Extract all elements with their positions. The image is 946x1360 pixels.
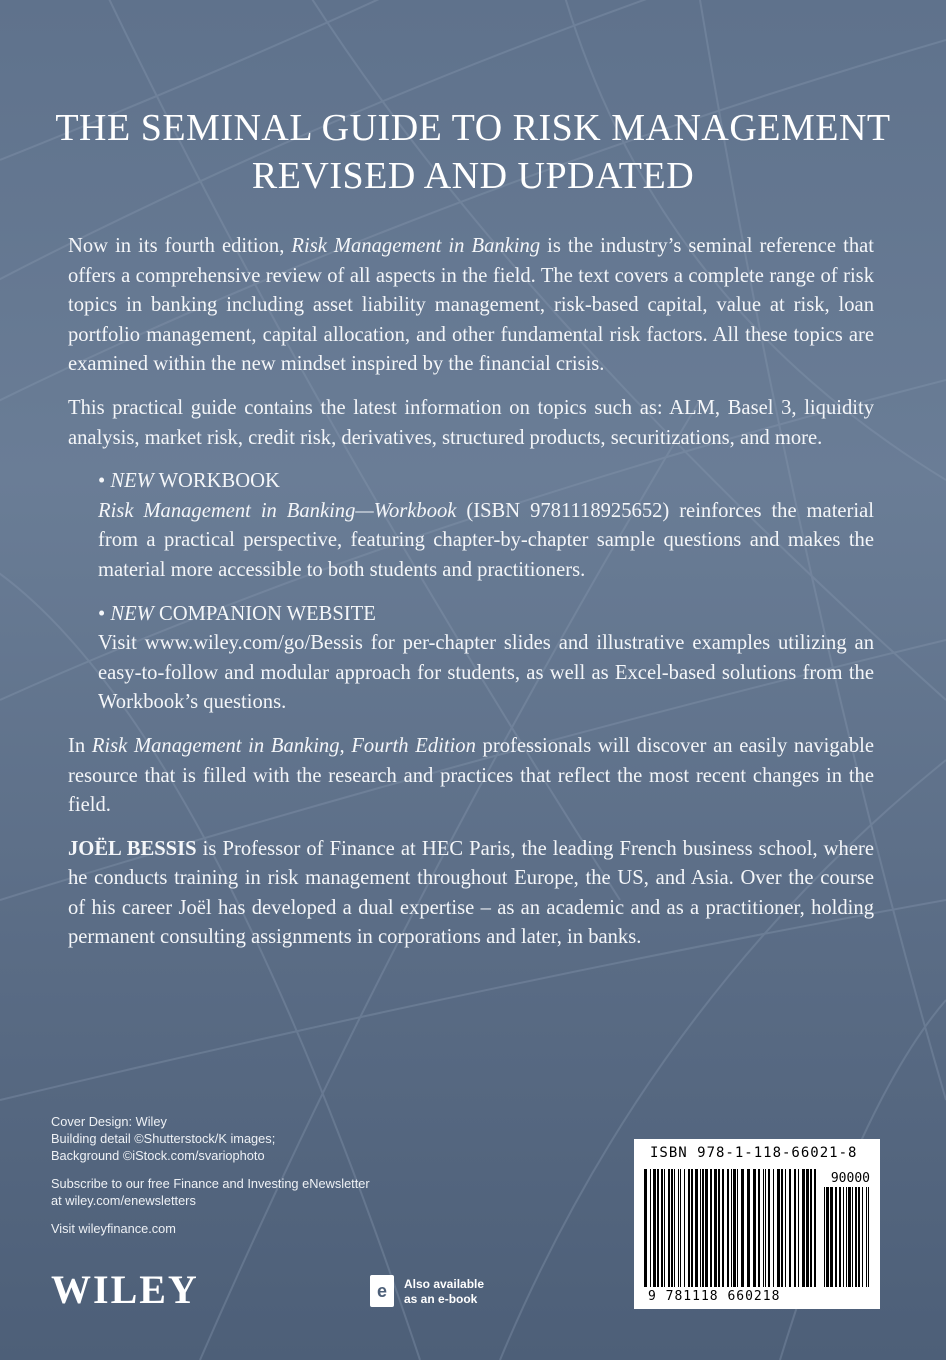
barcode-bar bbox=[668, 1169, 670, 1287]
newsletter-note bbox=[51, 1175, 471, 1209]
barcode-bar bbox=[714, 1169, 717, 1287]
barcode-digits: 9 781118 660218 bbox=[648, 1289, 781, 1304]
barcode-bar bbox=[794, 1169, 796, 1287]
author-name: JOËL BESSIS bbox=[68, 837, 197, 860]
barcode-bar bbox=[835, 1187, 837, 1287]
barcode-bar bbox=[691, 1169, 693, 1287]
bullet-heading bbox=[98, 467, 874, 497]
bullet-heading-text: WORKBOOK bbox=[153, 470, 280, 493]
design-credit: Cover Design: Wiley bbox=[51, 1114, 167, 1129]
barcode-bar bbox=[763, 1169, 764, 1287]
isbn-barcode bbox=[634, 1139, 880, 1309]
topics-paragraph: This practical guide contains the latest information on topics such as: ALM, Basel 3, liquidity analysis, market risk, credit risk, derivatives, structured products, securitizations, and more. bbox=[68, 396, 874, 449]
barcode-bar bbox=[765, 1169, 766, 1287]
ean-barcode-bars bbox=[644, 1169, 816, 1287]
barcode-bar bbox=[858, 1187, 860, 1287]
newsletter-line-2: at wiley.com/enewsletters bbox=[51, 1193, 196, 1208]
barcode-bar bbox=[741, 1169, 744, 1287]
design-credits bbox=[51, 1113, 471, 1164]
book-title-italic: Risk Management in Banking bbox=[291, 235, 541, 257]
barcode-bar bbox=[826, 1187, 829, 1287]
description-body bbox=[68, 232, 874, 967]
isbn-number: ISBN 978-1-118-66021-8 bbox=[650, 1145, 858, 1161]
barcode-bar bbox=[846, 1187, 847, 1287]
barcode-bar bbox=[702, 1169, 704, 1287]
barcode-bar bbox=[848, 1187, 851, 1287]
barcode-bar bbox=[868, 1187, 869, 1287]
wiley-logo: WILEY bbox=[51, 1267, 199, 1312]
bullet-companion-website bbox=[98, 600, 874, 718]
barcode-bar bbox=[785, 1169, 786, 1287]
barcode-bar bbox=[777, 1169, 780, 1287]
intro-paragraph bbox=[68, 232, 874, 380]
barcode-bar bbox=[678, 1169, 679, 1287]
barcode-bar bbox=[650, 1169, 651, 1287]
closing-rest: professionals will discover an easily navigable resource that is filled with the research and practices that reflect the most recent changes in the field. bbox=[68, 734, 874, 817]
barcode-bar bbox=[768, 1169, 770, 1287]
barcode-bar bbox=[731, 1169, 732, 1287]
barcode-bar bbox=[671, 1169, 673, 1287]
barcode-bar bbox=[753, 1169, 756, 1287]
barcode-bar bbox=[852, 1187, 853, 1287]
barcode-bar bbox=[705, 1169, 708, 1287]
barcode-bar bbox=[684, 1169, 685, 1287]
barcode-bar bbox=[862, 1187, 863, 1287]
intro-text-rest: is the industry’s seminal reference that offers a comprehensive review of all aspects in the field. The text covers a complete range of risk topics in banking including asset liability management, risk-based capital, value at risk, loan portfolio management, capital allocation, and other fundamental risk factors. All these topics are examined within the new mindset inspired by the financial crisis. bbox=[68, 235, 874, 376]
cover-credits bbox=[51, 1113, 471, 1248]
barcode-bar bbox=[657, 1169, 659, 1287]
building-credit: Building detail ©Shutterstock/K images; bbox=[51, 1131, 276, 1146]
headline bbox=[0, 104, 946, 200]
bullet-heading-text: COMPANION WEBSITE bbox=[153, 602, 376, 625]
barcode-bar bbox=[810, 1169, 812, 1287]
bullet-text bbox=[98, 500, 874, 581]
barcode-bar bbox=[824, 1187, 825, 1287]
ebook-text bbox=[404, 1277, 484, 1307]
bullet-marker: • bbox=[98, 602, 111, 625]
edition-title-italic: Risk Management in Banking, Fourth Edition bbox=[91, 734, 476, 757]
bullet-marker: • bbox=[98, 470, 111, 493]
addon-barcode-bars bbox=[824, 1187, 870, 1287]
closing-start: In bbox=[68, 734, 92, 757]
barcode-bar bbox=[661, 1169, 663, 1287]
barcode-bar bbox=[710, 1169, 712, 1287]
barcode-bar bbox=[758, 1169, 760, 1287]
headline-line-2: REVISED AND UPDATED bbox=[251, 155, 695, 197]
barcode-bar bbox=[733, 1169, 736, 1287]
workbook-title-italic: Risk Management in Banking—Workbook bbox=[98, 499, 457, 522]
barcode-bar bbox=[843, 1187, 844, 1287]
barcode-bar bbox=[798, 1169, 799, 1287]
barcode-bar bbox=[814, 1169, 816, 1287]
barcode-bar bbox=[839, 1187, 841, 1287]
headline-line-1: THE SEMINAL GUIDE TO RISK MANAGEMENT bbox=[55, 107, 891, 149]
barcode-bar bbox=[695, 1169, 698, 1287]
barcode-bar bbox=[855, 1187, 857, 1287]
barcode-bar bbox=[866, 1187, 867, 1287]
intro-text-start: Now in its fourth edition, bbox=[68, 235, 292, 257]
new-label: NEW bbox=[110, 602, 154, 625]
bullet-heading bbox=[98, 600, 874, 630]
barcode-bar bbox=[664, 1169, 665, 1287]
barcode-bar bbox=[653, 1169, 656, 1287]
author-bio-text: is Professor of Finance at HEC Paris, the leading French business school, where he conducts training in risk management throughout Europe, the US, and Asia. Over the course of his career Joël has developed a dual expertise – as an academic and as a practitioner, holding permanent consulting assignments in corporations and later, in banks. bbox=[68, 837, 874, 949]
barcode-bar bbox=[722, 1169, 724, 1287]
closing-paragraph bbox=[68, 732, 874, 821]
barcode-bar bbox=[781, 1169, 783, 1287]
bullet-workbook bbox=[98, 467, 874, 585]
barcode-bar bbox=[680, 1169, 681, 1287]
bullet-body: (ISBN 9781118925652) reinforces the material from a practical perspective, featuring chapter-by-chapter sample questions and makes the material more accessible to both students and practitioners. bbox=[98, 499, 874, 581]
barcode-bar bbox=[688, 1169, 690, 1287]
newsletter-line-1: Subscribe to our free Finance and Investing eNewsletter bbox=[51, 1176, 370, 1191]
barcode-bar bbox=[674, 1169, 675, 1287]
barcode-bar bbox=[700, 1169, 701, 1287]
author-bio bbox=[68, 835, 874, 953]
barcode-bar bbox=[644, 1169, 647, 1287]
barcode-bar bbox=[747, 1169, 750, 1287]
barcode-bar bbox=[727, 1169, 729, 1287]
ebook-icon: e bbox=[370, 1275, 394, 1307]
bullet-text: Visit www.wiley.com/go/Bessis for per-chapter slides and illustrative examples utilizing an easy-to-follow and modular approach for students, as well as Excel-based solutions from the Workbook’s questions. bbox=[98, 632, 874, 714]
new-label: NEW bbox=[110, 470, 154, 493]
background-credit: Background ©iStock.com/svariophoto bbox=[51, 1148, 265, 1163]
barcode-bar bbox=[737, 1169, 738, 1287]
barcode-bar bbox=[789, 1169, 791, 1287]
barcode-bar bbox=[802, 1169, 805, 1287]
ebook-line-2: as an e-book bbox=[404, 1292, 478, 1306]
price-code: 90000 bbox=[830, 1171, 870, 1186]
barcode-bar bbox=[806, 1169, 809, 1287]
ebook-badge bbox=[370, 1275, 510, 1309]
barcode-bar bbox=[773, 1169, 774, 1287]
ebook-line-1: Also available bbox=[404, 1277, 485, 1291]
website-note: Visit wileyfinance.com bbox=[51, 1221, 176, 1236]
barcode-bar bbox=[718, 1169, 720, 1287]
barcode-bar bbox=[830, 1187, 833, 1287]
